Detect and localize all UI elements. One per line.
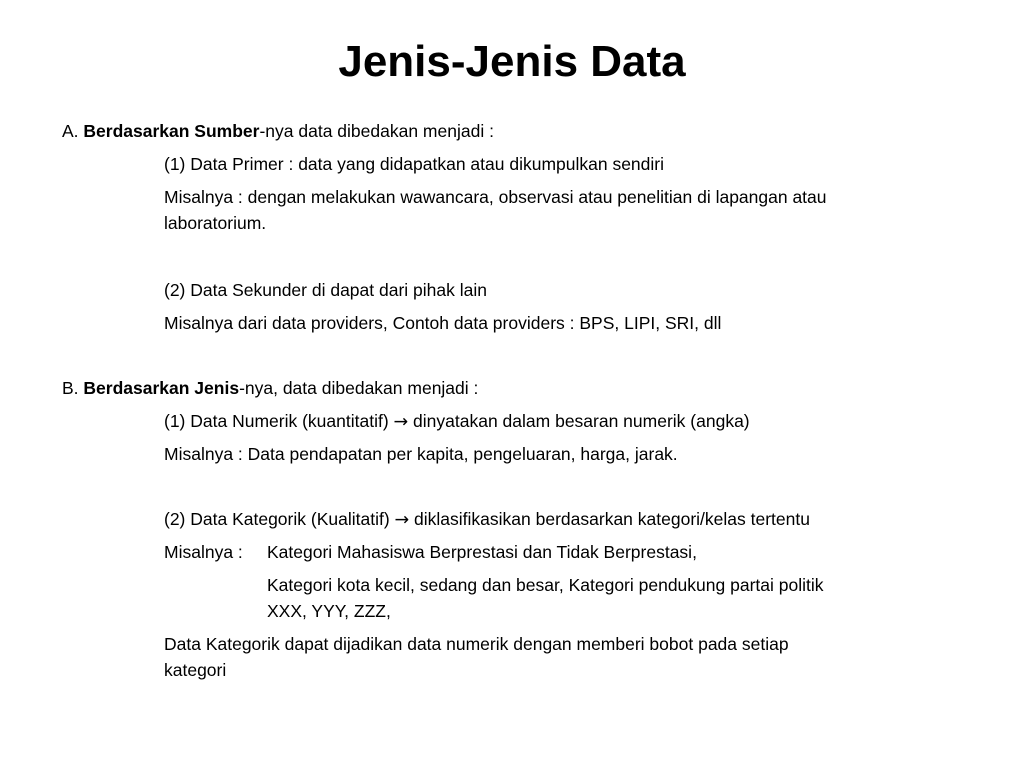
section-a-item1-example-1: Misalnya : dengan melakukan wawancara, observasi atau penelitian di lapangan atau	[164, 187, 827, 207]
section-b-item1-example: Misalnya : Data pendapatan per kapita, pengeluaran, harga, jarak.	[164, 444, 678, 464]
section-b-prefix: B.	[62, 378, 84, 398]
section-a-heading	[62, 118, 494, 144]
section-b-item2-after: diklasifikasikan berdasarkan kategori/kelas tertentu	[409, 509, 810, 529]
section-a-prefix: A.	[62, 121, 84, 141]
section-b-item2-example-label: Misalnya :	[164, 542, 243, 562]
section-a-item2: (2) Data Sekunder di dapat dari pihak lain	[164, 280, 487, 300]
section-b-rest: -nya, data dibedakan menjadi :	[239, 378, 479, 398]
section-b-item2-before: (2) Data Kategorik (Kualitatif)	[164, 509, 395, 529]
right-arrow-icon: →	[394, 510, 410, 530]
section-b-item2-example-1: Kategori Mahasiswa Berprestasi dan Tidak Berprestasi,	[267, 542, 697, 562]
section-b-bold: Berdasarkan Jenis	[83, 378, 240, 398]
section-b-closing-line1: Data Kategorik dapat dijadikan data numerik dengan memberi bobot pada setiap	[164, 634, 789, 654]
section-b-item1	[164, 408, 750, 435]
section-b-item2-example-2-line2: XXX, YYY, ZZZ,	[267, 601, 391, 621]
section-b-item1-before: (1) Data Numerik (kuantitatif)	[164, 411, 394, 431]
section-a-item1: (1) Data Primer : data yang didapatkan atau dikumpulkan sendiri	[164, 154, 664, 174]
section-b-item2-example-2-line1: Kategori kota kecil, sedang dan besar, Kategori pendukung partai politik	[267, 575, 824, 595]
section-a-bold: Berdasarkan Sumber	[83, 121, 260, 141]
section-b-heading	[62, 375, 478, 401]
section-a-item1-example-2: laboratorium.	[164, 213, 267, 233]
right-arrow-icon: →	[393, 412, 409, 432]
section-b-closing-line2: kategori	[164, 660, 227, 680]
section-a-item2-example: Misalnya dari data providers, Contoh data providers : BPS, LIPI, SRI, dll	[164, 313, 722, 333]
slide-title: Jenis-Jenis Data	[338, 37, 686, 86]
section-b-item1-after: dinyatakan dalam besaran numerik (angka)	[408, 411, 750, 431]
section-a-rest: -nya data dibedakan menjadi :	[259, 121, 494, 141]
section-b-item2	[164, 506, 810, 533]
